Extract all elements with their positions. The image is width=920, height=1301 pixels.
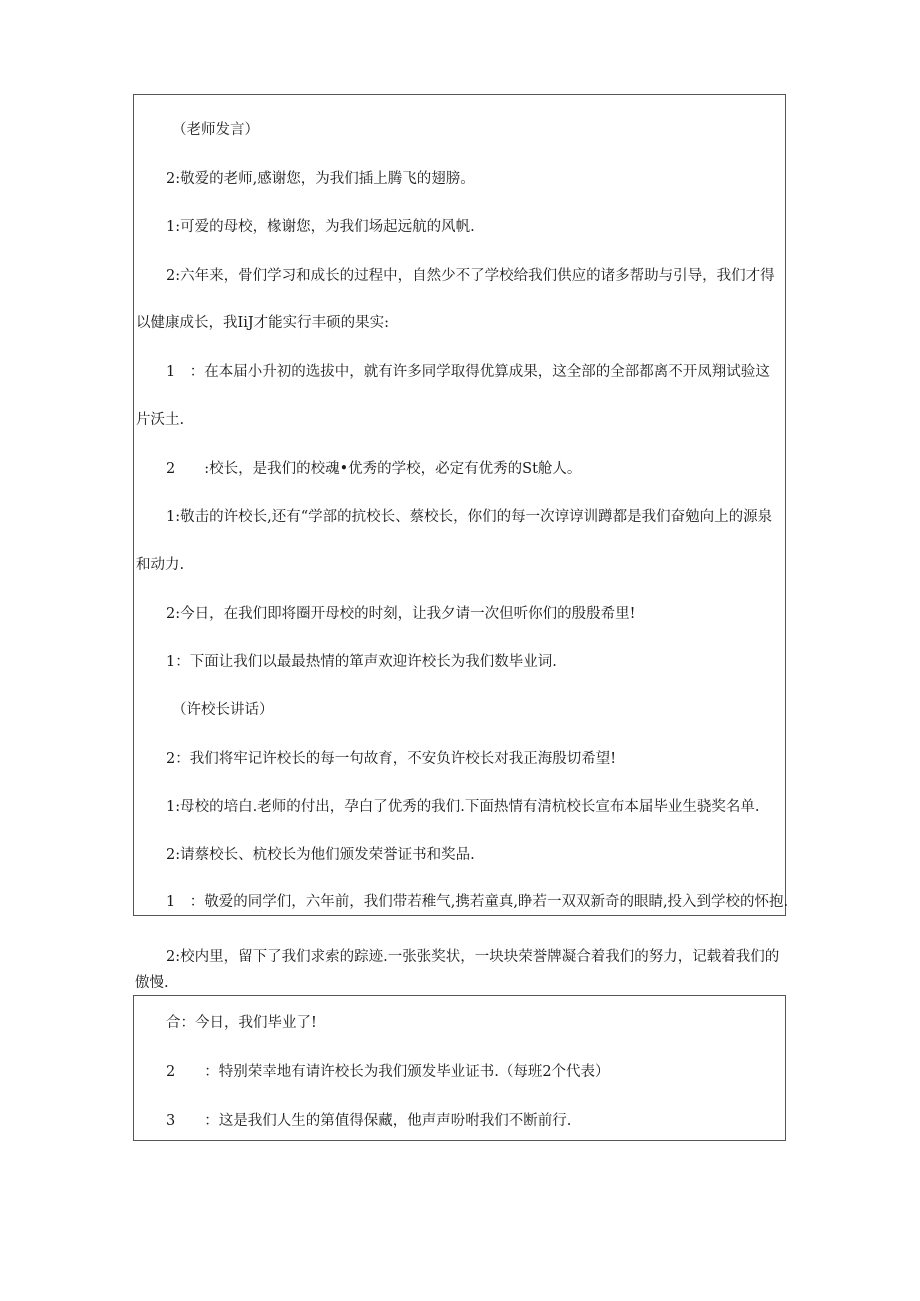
paragraph-line: 1 ：敬爱的同学们，六年前，我们带若稚气,携若童真,睁若一双双新奇的眼睛,投入到学校的怀抱. — [166, 894, 789, 910]
paragraph-line: 3 ：这是我们人生的第值得保藏，他声声吩咐我们不断前行. — [166, 1113, 572, 1129]
paragraph-line: 1:母校的培白.老师的付出，孕白了优秀的我们.下面热情有清杭校长宣布本届毕业生骁奖名单. — [166, 799, 760, 815]
paragraph-line-continuation: 以健康成长，我IiJ才能实行丰硕的果实: — [136, 315, 390, 331]
paragraph-line: 2 :校长，是我们的校魂•优秀的学校，必定有优秀的St舱人。 — [166, 461, 582, 477]
paragraph-teacher-speech-heading: （老师发言） — [172, 122, 259, 138]
text-frame-top — [133, 94, 789, 916]
paragraph-line-continuation: 傲慢. — [135, 975, 169, 991]
paragraph-all-line: 合：今日，我们毕业了! — [166, 1015, 317, 1031]
paragraph-line: 2:六年来，骨们学习和成长的过程中，自然少不了学校给我们供应的诸多帮助与引导，我们才得 — [166, 268, 775, 284]
paragraph-line: 2:请蔡校长、杭校长为他们颁发荣誉证书和奖品. — [166, 847, 475, 863]
paragraph-line: 2:今日，在我们即将圈开母校的时刻，让我夕请一次但听你们的殷殷希里! — [166, 606, 636, 622]
paragraph-line: 2：我们将牢记许校长的每一句故育，不安负许校长对我正海殷切希望! — [166, 751, 617, 767]
paragraph-line: 2:校内里，留下了我们求索的踪迹.一张张奖状，一块块荣誉牌凝合着我们的努力，记载着我们的 — [166, 949, 780, 965]
paragraph-line: 2 ：特别荣幸地有请许校长为我们颁发毕业证书.（每班2个代表） — [166, 1064, 610, 1080]
paragraph-line-continuation: 和动力. — [136, 557, 185, 573]
paragraph-line: 1 ：在本届小升初的选拔中，就有许多同学取得优算成果，这全部的全部都离不开凤翔试验这 — [166, 364, 770, 380]
paragraph-line: 2:敬爱的老师,感谢您，为我们插上腾飞的翅膀。 — [166, 171, 475, 187]
text-frame-bottom — [133, 995, 786, 1141]
paragraph-principal-speech-heading: （许校长讲话） — [172, 702, 274, 718]
paragraph-line: 1:敬击的许校长,还有“学部的抗校长、蔡校长，你们的每一次谆谆训蹲都是我们奋勉向上的源泉 — [166, 509, 773, 525]
paragraph-line: 1：下面让我们以最最热情的箪声欢迎许校长为我们数毕业词. — [166, 654, 557, 670]
paragraph-line-continuation: 片沃土. — [136, 412, 185, 428]
paragraph-line: 1:可爱的母校，椽谢您，为我们场起远航的风帆. — [166, 219, 475, 235]
